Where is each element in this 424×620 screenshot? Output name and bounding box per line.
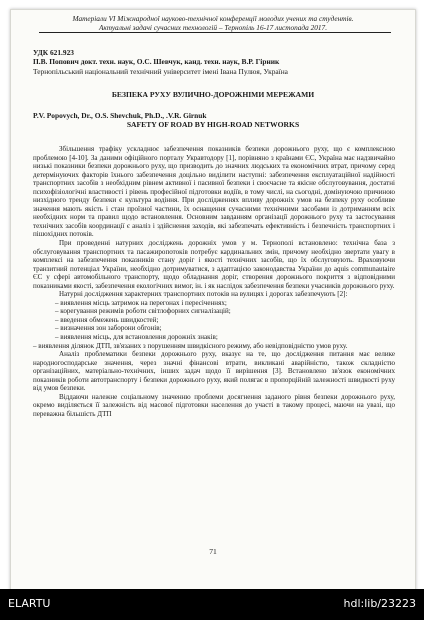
list-item: – визначення зон заборони обгонів; [55,324,162,333]
footer-repository-label: ELARTU [8,597,51,610]
affiliation: Тернопільський національний технічний університет імені Івана Пулюя, Україна [33,67,288,76]
footer-bar [0,589,424,620]
list-item: – виявлення місць затримок на перегонах і пересіченнях; [55,298,227,307]
header-line-1: Матеріали VI Міжнародної науково-технічної конференції молодих учених та студентів. [72,14,354,23]
authors-en: P.V. Popovych, Dr., O.S. Shevchuk, Ph.D., .V.R. Girnuk [33,111,207,120]
conference-header [25,14,401,32]
header-rule [39,32,391,33]
paragraph: При проведенні натурних досліджень дорожніх умов у м. Тернополі встановлено: технічна база з обслуговування транспортних та пасажиропотоків потребує кардинальних змін, причому необхідно звертати увагу в комплексі на забезпечення показників стану доріг і якості технічних засобів, що їх обслуговують. Враховуючи транзитний потенціал України, необхідно дотримуватися, з адаптацією законодавства України до aquis communautaire ЄС у сфері автомобільного транспорту, щодо обладнання доріг, створення дорожнього покриття з відповідними показниками якості, забезпечення екологічних вимог, ін. і як наслідок забезпечення безпеки учасників дорожнього руху. [33,239,395,290]
paragraph: Натурні дослідження характерних транспортних потоків на вулицях і дорогах забезпечують [2]: [59,290,348,299]
study-goals-list [33,299,395,350]
paper-page [10,9,416,591]
list-item: – введення обмежень швидкостей; [55,315,159,324]
footer-handle: hdl:lib/23223 [343,597,416,610]
article-body [33,145,395,419]
title-ua: БЕЗПЕКА РУХУ ВУЛИЧНО-ДОРОЖНІМИ МЕРЕЖАМИ [111,90,315,99]
list-item: – виявлення ділянок ДТП, зв'язаних з порушенням швидкісного режиму, або невідповідністю умов руху. [33,341,348,350]
list-item: – корегування режимів роботи світлофорних сигналізацій; [55,307,231,316]
list-item: – виявлення місць, для встановлення дорожніх знаків; [55,333,218,342]
header-line-2: Актуальні задачі сучасних технологій – Тернопіль 16-17 листопада 2017. [98,23,328,32]
paragraph: Віддаючи належне соціальному значенню проблеми досягнення заданого рівня безпеки дорожнього руху, окремо виділяється її залежність від масової підготовки населення до участі в такому процесі, маючи на увазі, що переважна більшість ДТП [33,392,395,418]
page-number: 71 [209,547,217,556]
paragraph: Аналіз проблематики безпеки дорожнього руху, вказує на те, що дослідження питання має велике народногосподарське значення, через значні фінансові втрати, викликані аварійністю, також складністю організаційних, матеріально-технічних, інших задач щодо її вирішення [3]. Встановлено зв'язок економічних показників роботи автотранспорту і безпеки дорожнього руху, який полягає в пропорційній залежності швидкості руху від умов безпеки. [33,350,395,393]
authors-ua: П.В. Попович докт. техн. наук, О.С. Шевчук, канд. техн. наук, В.Р. Гірник [33,57,280,66]
udk-code: УДК 621.923 [33,48,74,57]
paragraph: Збільшення трафіку ускладнює забезпечення показників безпеки дорожнього руху, що є комплексною проблемою [4-10]. За даними офіційного порталу Укравтодору [1], порівняно з країнами ЄС, Україна має надзвичайно низькі показники безпеки дорожнього руху, що призводить до значних людських та економічних втрат, причому серед детермінуючих факторів їхнього забезпечення доцільно виділити наступні: забезпечення експлуатаційної надійності транспортних засобів з необхідним рівнем активної і пасивної безпеки і своєчасне та якісне обслуговування, достатні психофізіологічні властивості і рівень професійної підготовки водіїв, в тому числі, на сьогодні, домінуючою причиною низхідного тренду безпеки є культура водіння. При дослідженнях впливу дорожніх умов на безпеку руху особливе значення мають якість і стан проїзної частини, їх оснащення сучасними технічними засобами із дотриманням всіх необхідних норм та правил щодо встановлення. Основним завданням організації дорожнього руху та застосування технічних засобів координації є аналіз і здійснення заходів, які забезпечать ефективність і безпечність транспортних і пішохідних потоків. [33,145,395,239]
title-en: SAFETY OF ROAD BY HIGH-ROAD NETWORKS [126,120,300,129]
